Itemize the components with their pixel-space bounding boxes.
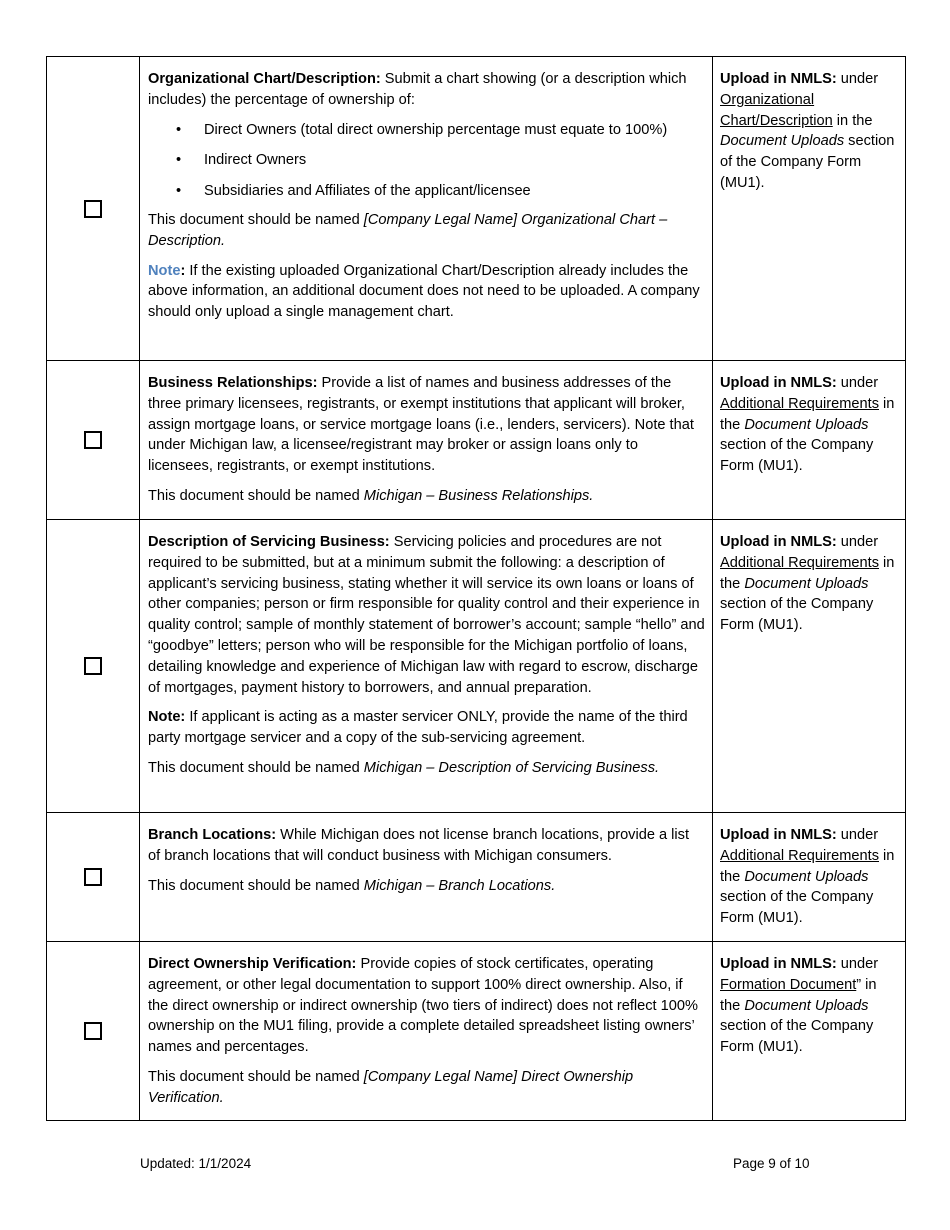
document-name-prefix: This document should be named	[148, 759, 364, 776]
footer-updated-date: Updated: 1/1/2024	[140, 1156, 252, 1171]
upload-section: Document Uploads	[744, 575, 869, 592]
description-cell	[140, 520, 713, 813]
document-name-value: [Company Legal Name] Direct Ownership Verification.	[148, 1068, 634, 1106]
checkbox-cell	[47, 57, 140, 361]
upload-label: Upload in NMLS:	[720, 534, 837, 550]
document-name-value: Michigan – Branch Locations.	[363, 877, 556, 894]
list-item-text: Subsidiaries and Affiliates of the applicant/licensee	[204, 183, 531, 200]
upload-tail: section of the Company Form (MU1).	[720, 596, 874, 634]
upload-section: Document Uploads	[744, 416, 869, 433]
footer-page-number: Page 9 of 10	[733, 1156, 810, 1171]
upload-label: Upload in NMLS:	[720, 375, 837, 391]
list-item-text: Direct Owners (total direct ownership percentage must equate to 100%)	[204, 121, 668, 138]
upload-location-link[interactable]: Additional Requirements	[720, 554, 879, 571]
document-name-prefix: This document should be named	[148, 877, 364, 894]
upload-under: under	[836, 375, 879, 391]
requirement-title: Description of Servicing Business:	[148, 534, 390, 550]
description-cell	[140, 942, 713, 1121]
upload-instructions	[713, 813, 905, 940]
document-name-line	[148, 486, 705, 507]
upload-tail: section of the Company Form (MU1).	[720, 133, 895, 191]
document-name-line	[148, 758, 705, 779]
document-name-prefix: This document should be named	[148, 211, 364, 228]
requirement-intro: Submit a chart showing (or a description which includes) the percentage of ownership of:	[148, 71, 687, 108]
requirement-title: Direct Ownership Verification:	[148, 956, 357, 972]
upload-instructions-cell	[713, 57, 906, 361]
upload-under: under	[836, 71, 879, 87]
upload-location-link[interactable]: Additional Requirements	[720, 395, 879, 412]
requirement-paragraph	[148, 69, 705, 111]
upload-tail: section of the Company Form (MU1).	[720, 1018, 874, 1056]
upload-after-link: ” in the	[720, 976, 877, 1014]
note-text: If the existing uploaded Organizational Chart/Description already includes the above information, an additional document does not need to be uploaded. A company should only upload a single management chart.	[148, 262, 700, 321]
note-colon: :	[180, 262, 186, 279]
document-name-value: Michigan – Description of Servicing Business.	[363, 759, 660, 776]
checkbox-servicing-business[interactable]	[84, 657, 102, 675]
note-paragraph	[148, 707, 705, 749]
requirement-body: Provide copies of stock certificates, operating agreement, or other legal documentation to support 100% direct ownership. Also, if the direct ownership or indirect ownership (two tiers of indirect) does not reflect 100% ownership on the MU1 filing, provide a complete detailed spreadsheet listing owners’ names and percentages.	[148, 956, 698, 1056]
upload-under: under	[836, 534, 879, 550]
note-label: Note	[148, 262, 181, 279]
upload-location-link[interactable]: Organizational Chart/Description	[720, 91, 833, 129]
document-name-value: Michigan – Business Relationships.	[363, 487, 594, 504]
upload-instructions	[713, 942, 905, 1069]
document-name-line	[148, 876, 705, 897]
requirement-body: While Michigan does not license branch locations, provide a list of branch locations that will conduct business with Michigan consumers.	[148, 827, 690, 864]
upload-under: under	[836, 827, 879, 843]
list-item	[148, 120, 705, 141]
checkbox-cell	[47, 813, 140, 942]
note-label: Note:	[148, 709, 186, 726]
checkbox-business-relationships[interactable]	[84, 431, 102, 449]
table-row	[47, 361, 906, 520]
upload-tail: section of the Company Form (MU1).	[720, 889, 874, 927]
bullet-icon: •	[176, 183, 182, 200]
checkbox-organizational-chart[interactable]	[84, 200, 102, 218]
checkbox-cell	[47, 520, 140, 813]
document-name-line	[148, 210, 705, 252]
checkbox-branch-locations[interactable]	[84, 868, 102, 886]
upload-location-link[interactable]: Formation Document	[720, 976, 857, 993]
description-cell	[140, 361, 713, 520]
upload-location-link[interactable]: Additional Requirements	[720, 847, 879, 864]
requirement-body: Servicing policies and procedures are not required to be submitted, but at a minimum submit the following: a description of applicant’s servicing business, stating whether it will service its own loans or loans of other companies; person or firm responsible for quality control and their experience in quality control; sample of monthly statement of borrower’s account; sample “hello” and “goodbye” letters; person who will be responsible for the Michigan portfolio of loans, detailing knowledge and experience of Michigan law with regard to escrow, discharge of mortgages, payment history to borrowers, and annual preparation.	[148, 534, 705, 696]
upload-label: Upload in NMLS:	[720, 956, 837, 972]
description-cell	[140, 57, 713, 361]
table-row	[47, 57, 906, 361]
upload-section: Document Uploads	[744, 997, 869, 1014]
requirement-body: Provide a list of names and business addresses of the three primary licensees, registrants, or exempt institutions that applicant will broker, assign mortgage loans, or service mortgage loans (i.e., lenders, servicers). Note that under Michigan law, a licensee/registrant may broker or assign loans only to licensees, registrants, or exempt institutions.	[148, 375, 694, 475]
document-name-value: [Company Legal Name] Organizational Chart – Description.	[148, 211, 668, 249]
table-row	[47, 813, 906, 942]
upload-after-link: in the	[832, 112, 873, 129]
list-item-text: Indirect Owners	[204, 152, 307, 169]
upload-instructions	[713, 520, 905, 647]
upload-instructions	[713, 57, 905, 205]
list-item	[148, 150, 705, 171]
ownership-list	[148, 120, 705, 202]
upload-instructions	[713, 361, 905, 488]
upload-after-link: in the	[720, 554, 895, 592]
requirement-title: Business Relationships:	[148, 375, 318, 391]
upload-instructions-cell	[713, 361, 906, 520]
requirement-paragraph	[148, 825, 705, 867]
note-text: If applicant is acting as a master servicer ONLY, provide the name of the third party mortgage servicer and a copy of the sub-servicing agreement.	[148, 709, 688, 747]
upload-under: under	[836, 956, 879, 972]
requirement-paragraph	[148, 373, 705, 477]
bullet-icon: •	[176, 152, 182, 169]
list-item	[148, 181, 705, 202]
checkbox-direct-ownership[interactable]	[84, 1022, 102, 1040]
requirement-title: Organizational Chart/Description:	[148, 71, 381, 87]
upload-tail: section of the Company Form (MU1).	[720, 437, 874, 475]
checkbox-cell	[47, 361, 140, 520]
upload-instructions-cell	[713, 813, 906, 942]
document-name-prefix: This document should be named	[148, 487, 364, 504]
document-name-prefix: This document should be named	[148, 1068, 364, 1085]
upload-label: Upload in NMLS:	[720, 71, 837, 87]
requirement-paragraph	[148, 954, 705, 1058]
upload-section: Document Uploads	[744, 868, 869, 885]
table-row	[47, 520, 906, 813]
upload-section: Document Uploads	[720, 133, 845, 150]
bullet-icon: •	[176, 121, 182, 138]
upload-instructions-cell	[713, 942, 906, 1121]
description-cell	[140, 813, 713, 942]
upload-instructions-cell	[713, 520, 906, 813]
requirement-paragraph	[148, 532, 705, 698]
requirements-checklist-table	[46, 56, 906, 1121]
upload-label: Upload in NMLS:	[720, 827, 837, 843]
upload-after-link: in the	[720, 395, 895, 433]
upload-after-link: in the	[720, 847, 895, 885]
table-row	[47, 942, 906, 1121]
checkbox-cell	[47, 942, 140, 1121]
requirement-title: Branch Locations:	[148, 827, 277, 843]
document-name-line	[148, 1067, 705, 1109]
note-paragraph	[148, 261, 705, 323]
